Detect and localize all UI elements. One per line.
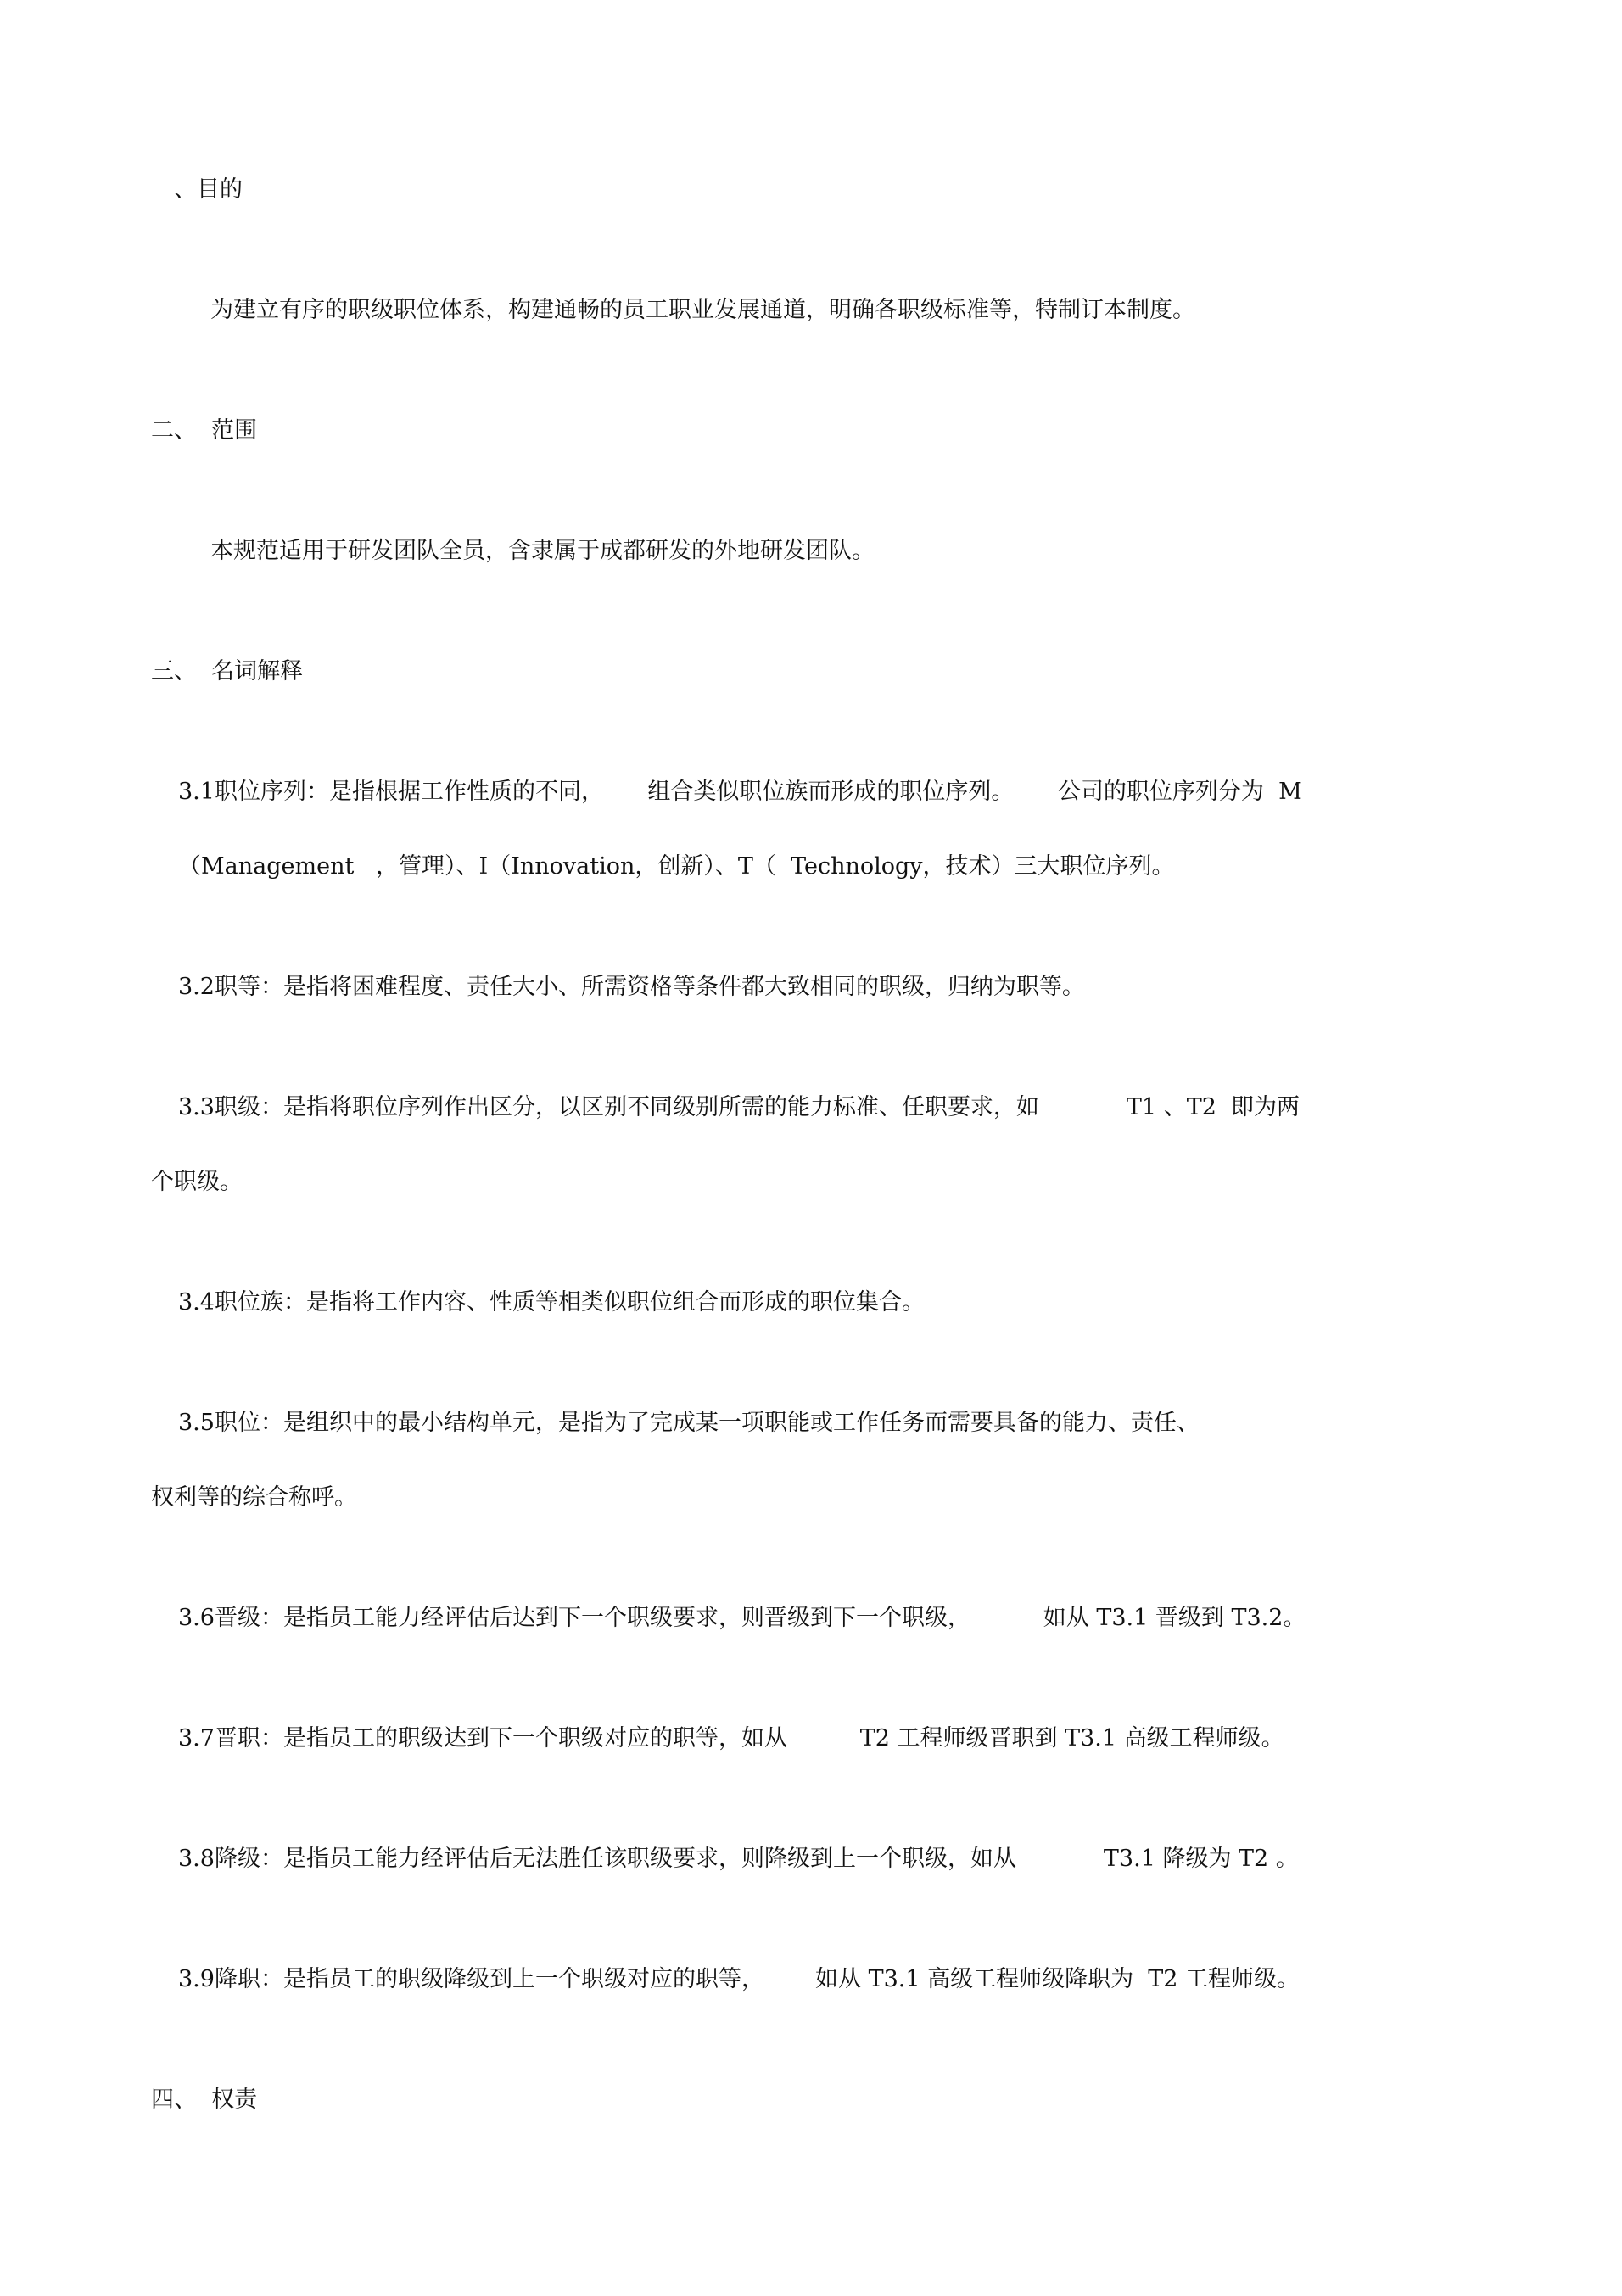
definition-3-1-line-1: 3.1职位序列：是指根据工作性质的不同， 组合类似职位族而形成的职位序列。 公司的职位序列分为 M — [178, 779, 1302, 805]
definition-3-3-line-1: 3.3职级：是指将职位序列作出区分，以区别不同级别所需的能力标准、任职要求，如 T1 、T2 即为两 — [178, 1094, 1300, 1120]
purpose-paragraph: 为建立有序的职级职位体系，构建通畅的员工职业发展通道，明确各职级标准等，特制订本制度。 — [210, 297, 1195, 323]
scope-paragraph: 本规范适用于研发团队全员，含隶属于成都研发的外地研发团队。 — [210, 538, 875, 564]
definition-3-5-line-1: 3.5职位：是组织中的最小结构单元，是指为了完成某一项职能或工作任务而需要具备的能力、责任、 — [178, 1410, 1200, 1436]
definition-3-9: 3.9降职：是指员工的职级降级到上一个职级对应的职等， 如从 T3.1 高级工程师级降职为 T2 工程师级。 — [178, 1966, 1300, 1992]
definition-3-4: 3.4职位族：是指将工作内容、性质等相类似职位组合而形成的职位集合。 — [178, 1289, 925, 1316]
definition-3-7: 3.7晋职：是指员工的职级达到下一个职级对应的职等，如从 T2 工程师级晋职到 T3.1 高级工程师级。 — [178, 1725, 1284, 1751]
definition-3-8: 3.8降级：是指员工能力经评估后无法胜任该职级要求，则降级到上一个职级，如从 T3.1 降级为 T2 。 — [178, 1846, 1299, 1872]
definition-3-2: 3.2职等：是指将困难程度、责任大小、所需资格等条件都大致相同的职级，归纳为职等。 — [178, 974, 1085, 1000]
section-heading-purpose: 、目的 — [174, 176, 243, 203]
definition-3-3-line-2: 个职级。 — [151, 1169, 243, 1195]
section-heading-definitions: 三、 名词解释 — [151, 658, 304, 684]
definition-3-6: 3.6晋级：是指员工能力经评估后达到下一个职级要求，则晋级到下一个职级， 如从 T3.1 晋级到 T3.2。 — [178, 1605, 1306, 1631]
definition-3-1-line-2: （Management ，管理）、I（Innovation，创新）、T（ Technology，技术）三大职位序列。 — [178, 853, 1175, 880]
definition-3-5-line-2: 权利等的综合称呼。 — [151, 1484, 357, 1511]
section-heading-responsibilities: 四、 权责 — [151, 2087, 258, 2113]
section-heading-scope: 二、 范围 — [151, 417, 258, 444]
